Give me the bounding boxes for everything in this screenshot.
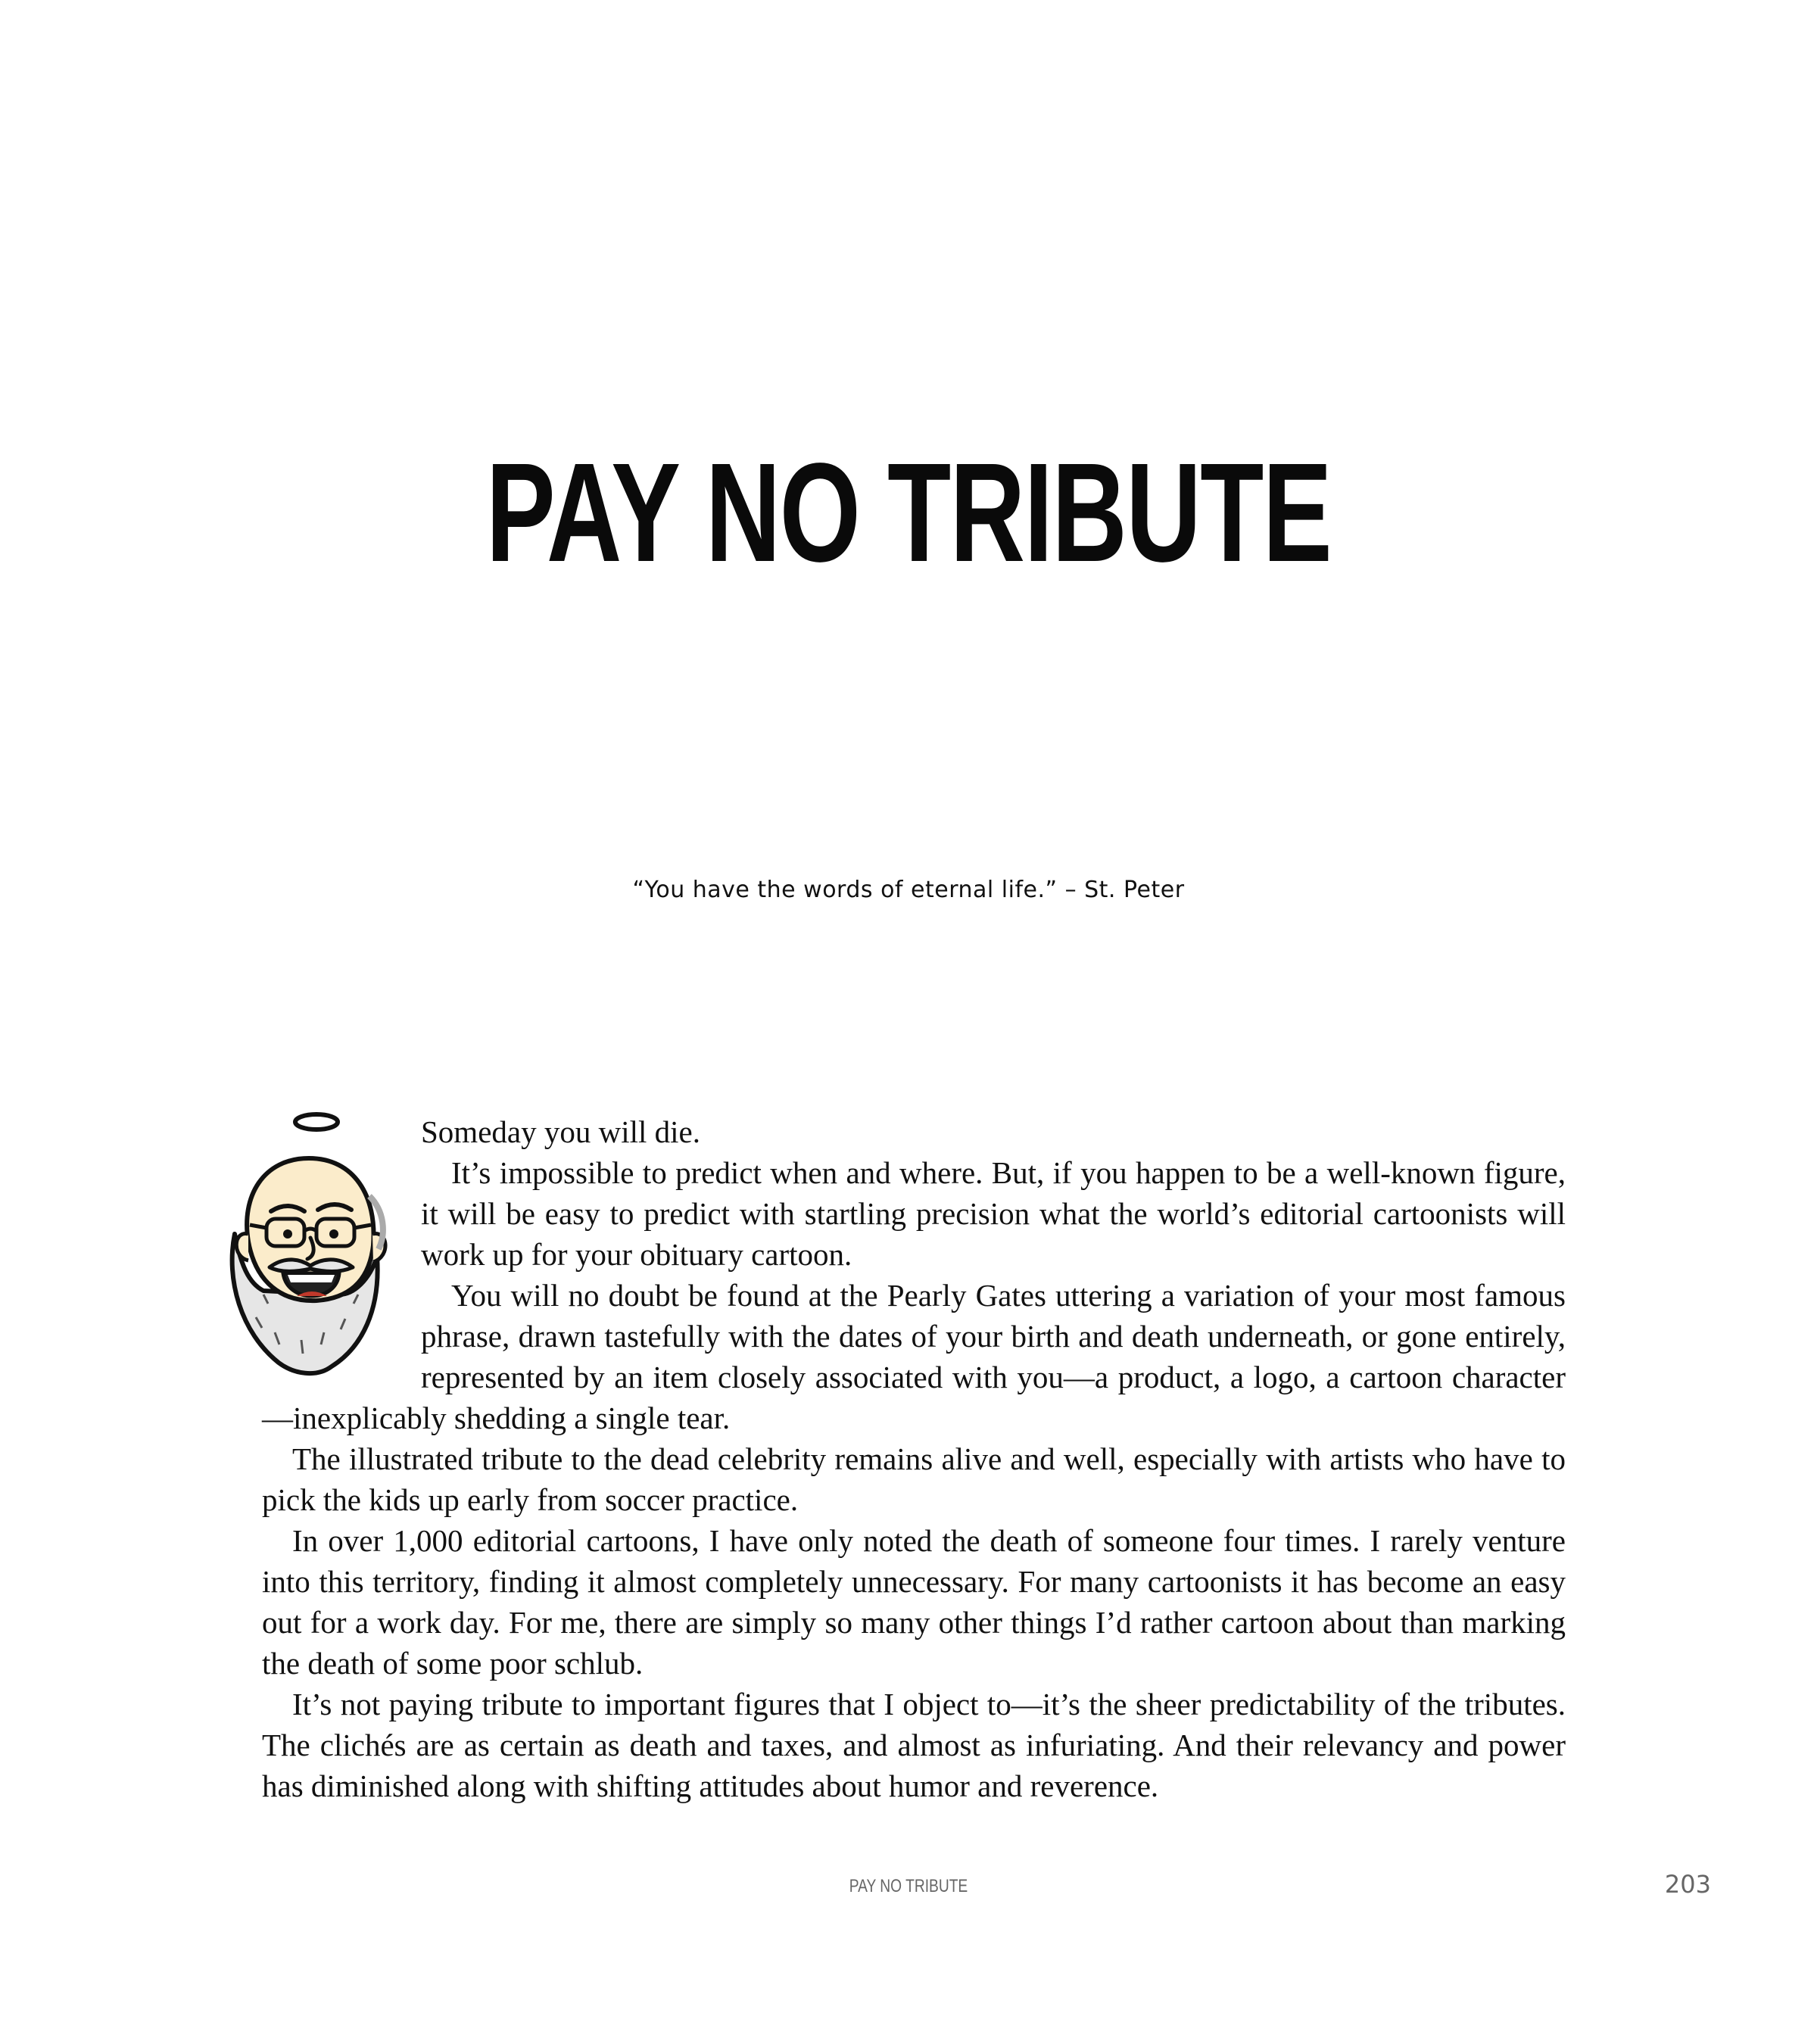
running-footer-title: PAY NO TRIBUTE: [849, 1876, 968, 1896]
body-paragraph: It’s not paying tribute to important figures that I object to—it’s the sheer predictability of the tributes. The clichés are as certain as death and taxes, and almost as infuriating. And their relevancy and power has diminished along with shifting attitudes about humor and reverence.: [262, 1687, 1566, 1803]
illustration-wrap-space: [262, 1111, 421, 1397]
body-paragraph: Someday you will die.: [421, 1114, 700, 1149]
body-text: [262, 1111, 1566, 1806]
body-paragraph: The illustrated tribute to the dead celebrity remains alive and well, especially with artists who have to pick the kids up early from soccer practice.: [262, 1441, 1566, 1517]
body-paragraph: It’s impossible to predict when and where. But, if you happen to be a well-known figure, it will be easy to predict with startling precision what the world’s editorial cartoonists will work up for your obituary cartoon.: [421, 1155, 1566, 1272]
page-number: 203: [1664, 1870, 1711, 1899]
page-title: PAY NO TRIBUTE: [485, 435, 1332, 591]
body-paragraph: In over 1,000 editorial cartoons, I have only noted the death of someone four times. I rarely venture into this territory, finding it almost completely unnecessary. For many cartoonists it has become an easy out for a work day. For me, there are simply so many other things I’d rather cartoon about than marking the death of some poor schlub.: [262, 1523, 1566, 1681]
epigraph-quote: “You have the words of eternal life.” – St. Peter: [632, 877, 1185, 903]
body-paragraph: You will no doubt be found at the Pearly Gates uttering a variation of your most famous phrase, drawn tastefully with the dates of your birth and death underneath, or gone entirely, represented by an item closely associated with you—a product, a logo, a cartoon character—inexplicably shedding a single tear.: [262, 1278, 1566, 1435]
